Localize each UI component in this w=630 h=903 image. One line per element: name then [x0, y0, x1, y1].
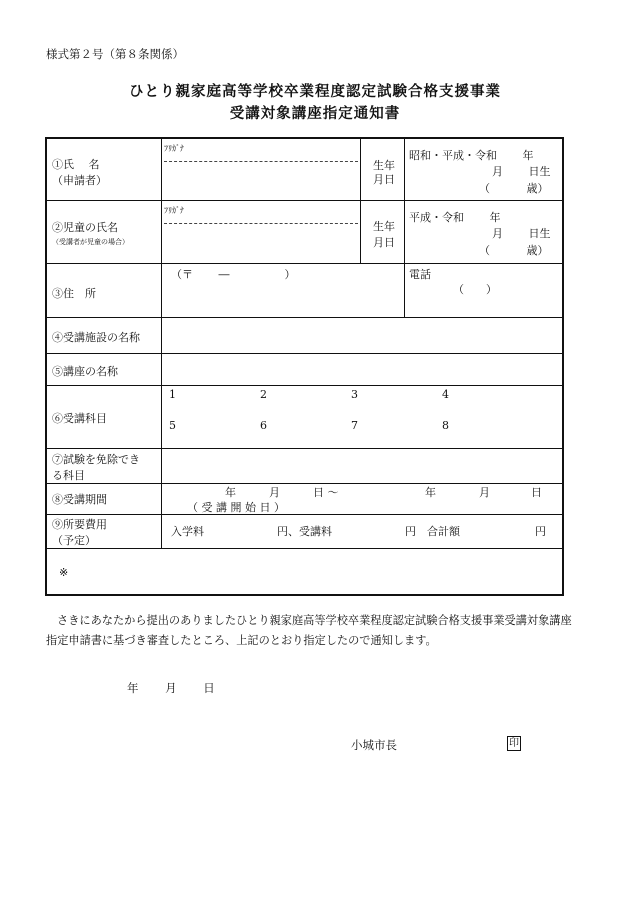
row-divider	[47, 548, 562, 549]
subject-number: 5	[169, 419, 176, 432]
child-birth-label-1: 生年	[373, 220, 395, 233]
child-name-label: ②児童の氏名	[52, 221, 118, 234]
seal-mark: 印	[509, 738, 519, 749]
subject-number: 7	[351, 419, 358, 432]
row-divider	[47, 385, 562, 386]
subject-number: 4	[442, 388, 449, 401]
row-divider	[47, 353, 562, 354]
issue-date: 年 月 日	[127, 681, 215, 695]
applicant-birth-label-1: 生年	[373, 159, 395, 172]
furigana-line	[164, 223, 358, 224]
applicant-sub-label: （申請者）	[52, 174, 107, 187]
furigana-line	[164, 161, 358, 162]
child-age: （ 歳）	[479, 244, 549, 257]
subjects-label: ⑥受講科目	[52, 412, 107, 425]
application-table	[45, 137, 564, 596]
row-divider	[47, 263, 562, 264]
page-subtitle: 受講対象講座指定通知書	[229, 106, 401, 122]
child-birth-label-2: 月日	[373, 236, 395, 249]
subject-number: 6	[260, 419, 267, 432]
page-title: ひとり親家庭高等学校卒業程度認定試験合格支援事業	[129, 84, 501, 100]
notification-body: さきにあなたから提出のありましたひとり親家庭高等学校卒業程度認定試験合格支援事業受講対象講座指定申請書に基づき審査したところ、上記のとおり指定したので通知します。	[46, 614, 572, 647]
mayor-signature: 小城市長	[351, 738, 397, 752]
applicant-furigana-label: ﾌﾘｶﾞﾅ	[164, 144, 184, 153]
exempt-subjects-label-2: る科目	[52, 469, 85, 482]
course-fee-label: 円、受講料	[277, 525, 332, 538]
period-end-month: 月	[479, 486, 490, 499]
child-furigana-label: ﾌﾘｶﾞﾅ	[164, 206, 184, 215]
applicant-age: （ 歳）	[479, 182, 549, 195]
form-number: 様式第２号（第８条関係）	[46, 47, 184, 61]
subject-number: 8	[442, 419, 449, 432]
total-fee-label: 円 合計額	[405, 525, 460, 538]
row-divider	[47, 200, 562, 201]
child-month-day: 月 日生	[492, 227, 551, 240]
subject-number: 3	[351, 388, 358, 401]
child-sub-label: （受講者が児童の場合）	[52, 238, 129, 246]
phone-label: 電話	[409, 268, 431, 281]
child-era-options: 平成・令和 年	[409, 211, 501, 224]
cost-sub-label: （予定）	[52, 534, 96, 547]
row-divider	[47, 317, 562, 318]
phone-area-code: （ ）	[453, 283, 497, 296]
cost-label: ⑨所要費用	[52, 518, 107, 531]
birth-value-divider	[404, 139, 405, 317]
period-start: 年 月 日 ～	[225, 486, 339, 499]
course-label: ⑤講座の名称	[52, 365, 118, 378]
applicant-era-options: 昭和・平成・令和 年	[409, 149, 534, 162]
entrance-fee-label: 入学料	[171, 525, 204, 538]
period-end-day: 日	[531, 486, 542, 499]
period-label: ⑧受講期間	[52, 493, 107, 506]
row-divider	[47, 514, 562, 515]
birth-column-divider	[360, 139, 361, 263]
period-start-note: （ 受 講 開 始 日 ）	[187, 501, 285, 514]
applicant-name-label: ①氏 名	[52, 158, 100, 171]
note-mark: ※	[59, 566, 69, 579]
facility-label: ④受講施設の名称	[52, 331, 140, 344]
applicant-birth-label-2: 月日	[373, 173, 395, 186]
subject-number: 2	[260, 388, 267, 401]
period-end-year: 年	[425, 486, 436, 499]
address-label: ③住 所	[52, 287, 96, 300]
yen-unit: 円	[535, 525, 546, 538]
label-column-divider	[161, 139, 162, 548]
row-divider	[47, 448, 562, 449]
exempt-subjects-label: ⑦試験を免除でき	[52, 453, 140, 466]
applicant-month-day: 月 日生	[492, 165, 551, 178]
subject-number: 1	[169, 388, 176, 401]
postal-code-field: （〒 ― ）	[171, 268, 296, 281]
